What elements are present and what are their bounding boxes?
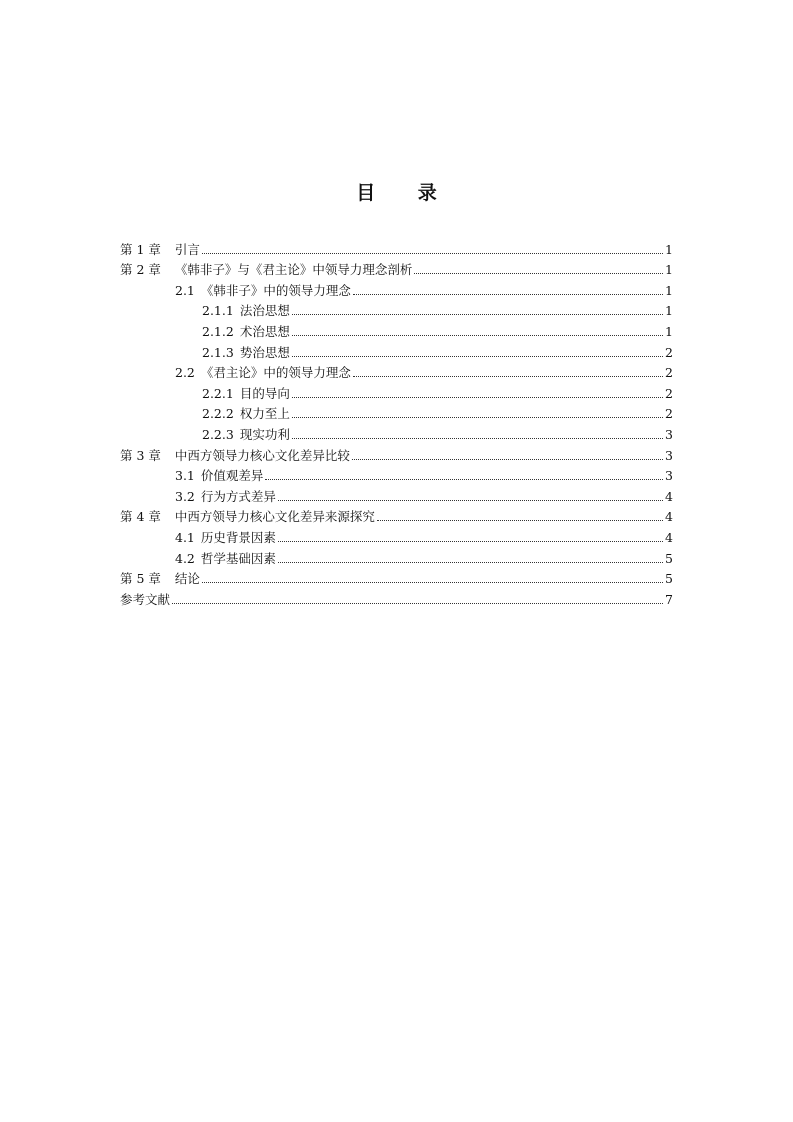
toc-entry-label: 中西方领导力核心文化差异来源探究 <box>174 509 375 525</box>
toc-entry-page-number: 2 <box>665 406 673 422</box>
toc-entry-label: 势治思想 <box>239 344 290 360</box>
toc-entry-number: 3.2 <box>175 488 195 504</box>
toc-dot-leader <box>292 313 663 315</box>
toc-entry-label: 现实功利 <box>239 426 290 442</box>
toc-entry-number: 4.2 <box>175 550 195 566</box>
toc-dot-leader <box>202 252 663 254</box>
toc-entry-label: 哲学基础因素 <box>200 550 276 566</box>
toc-dot-leader <box>292 334 663 336</box>
toc-dot-leader <box>202 581 663 583</box>
toc-entry-label: 引言 <box>174 241 200 257</box>
toc-entry[interactable] <box>120 298 673 319</box>
toc-entry-page-number: 4 <box>665 488 673 504</box>
toc-entry-page-number: 2 <box>665 365 673 381</box>
toc-entry-page-number: 2 <box>665 385 673 401</box>
toc-entry-label: 术治思想 <box>239 323 290 339</box>
toc-entry-label: 参考文献 <box>120 591 171 607</box>
toc-entry-page-number: 1 <box>665 282 673 298</box>
toc-dot-leader <box>414 272 663 274</box>
toc-entry-page-number: 1 <box>665 323 673 339</box>
toc-entry-label: 《韩非子》中的领导力理念 <box>200 282 351 298</box>
toc-entry-label: 中西方领导力核心文化差异比较 <box>174 447 350 463</box>
toc-entry-page-number: 7 <box>665 591 673 607</box>
toc-entry[interactable] <box>120 380 673 401</box>
toc-entry-page-number: 1 <box>665 241 673 257</box>
toc-entry[interactable] <box>120 421 673 442</box>
toc-entry[interactable] <box>120 504 673 525</box>
toc-entry-number: 第 5 章 <box>120 571 161 587</box>
toc-entry[interactable] <box>120 524 673 545</box>
toc-entry-page-number: 5 <box>665 550 673 566</box>
toc-entry-number: 2.2.3 <box>202 426 234 442</box>
toc-entry[interactable] <box>120 586 673 607</box>
toc-entry-label: 结论 <box>174 571 200 587</box>
toc-entry-page-number: 1 <box>665 262 673 278</box>
toc-entry-label: 法治思想 <box>239 303 290 319</box>
toc-dot-leader <box>292 416 663 418</box>
toc-dot-leader <box>278 540 663 542</box>
toc-entry-number: 2.2 <box>175 365 195 381</box>
toc-entry-page-number: 4 <box>665 529 673 545</box>
toc-dot-leader <box>292 437 663 439</box>
toc-dot-leader <box>278 561 663 563</box>
toc-entry-page-number: 3 <box>665 426 673 442</box>
toc-entry-label: 《君主论》中的领导力理念 <box>200 365 351 381</box>
toc-entry[interactable] <box>120 483 673 504</box>
toc-entry-label: 价值观差异 <box>200 468 264 484</box>
toc-entry-page-number: 3 <box>665 468 673 484</box>
toc-entry-number: 第 2 章 <box>120 262 161 278</box>
toc-entry[interactable] <box>120 318 673 339</box>
toc-entry-page-number: 4 <box>665 509 673 525</box>
toc-dot-leader <box>278 499 663 501</box>
toc-entry-label: 行为方式差异 <box>200 488 276 504</box>
toc-entry-page-number: 2 <box>665 344 673 360</box>
toc-entry-page-number: 3 <box>665 447 673 463</box>
toc-title: 目 录 <box>356 182 455 204</box>
toc-dot-leader <box>377 519 663 521</box>
toc-dot-leader <box>292 355 663 357</box>
toc-dot-leader <box>265 478 663 480</box>
toc-entry[interactable] <box>120 545 673 566</box>
toc-entry-page-number: 1 <box>665 303 673 319</box>
toc-entry-number: 2.1.2 <box>202 323 234 339</box>
toc-entry[interactable] <box>120 566 673 587</box>
toc-entry-label: 历史背景因素 <box>200 529 276 545</box>
toc-entry[interactable] <box>120 463 673 484</box>
toc-entry-number: 第 4 章 <box>120 509 161 525</box>
toc-entry-number: 第 1 章 <box>120 241 161 257</box>
toc-dot-leader <box>172 602 663 604</box>
toc-entry-number: 2.1.3 <box>202 344 234 360</box>
toc-entry[interactable] <box>120 360 673 381</box>
toc-entry-number: 4.1 <box>175 529 195 545</box>
toc-entry-number: 2.2.2 <box>202 406 234 422</box>
toc-entry[interactable] <box>120 236 673 257</box>
toc-entry[interactable] <box>120 257 673 278</box>
toc-entry-number: 2.1 <box>175 282 195 298</box>
toc-entry-number: 3.1 <box>175 468 195 484</box>
toc-dot-leader <box>352 458 663 460</box>
toc-dot-leader <box>353 375 663 377</box>
toc-entry-number: 2.1.1 <box>202 303 234 319</box>
toc-list <box>120 236 673 607</box>
toc-entry[interactable] <box>120 401 673 422</box>
toc-entry[interactable] <box>120 442 673 463</box>
toc-entry[interactable] <box>120 339 673 360</box>
toc-dot-leader <box>292 396 663 398</box>
toc-entry-label: 权力至上 <box>239 406 290 422</box>
toc-entry-label: 《韩非子》与《君主论》中领导力理念剖析 <box>174 262 413 278</box>
toc-entry-label: 目的导向 <box>239 385 290 401</box>
toc-dot-leader <box>353 293 663 295</box>
toc-entry-number: 第 3 章 <box>120 447 161 463</box>
toc-entry-number: 2.2.1 <box>202 385 234 401</box>
toc-entry[interactable] <box>120 277 673 298</box>
toc-entry-page-number: 5 <box>665 571 673 587</box>
